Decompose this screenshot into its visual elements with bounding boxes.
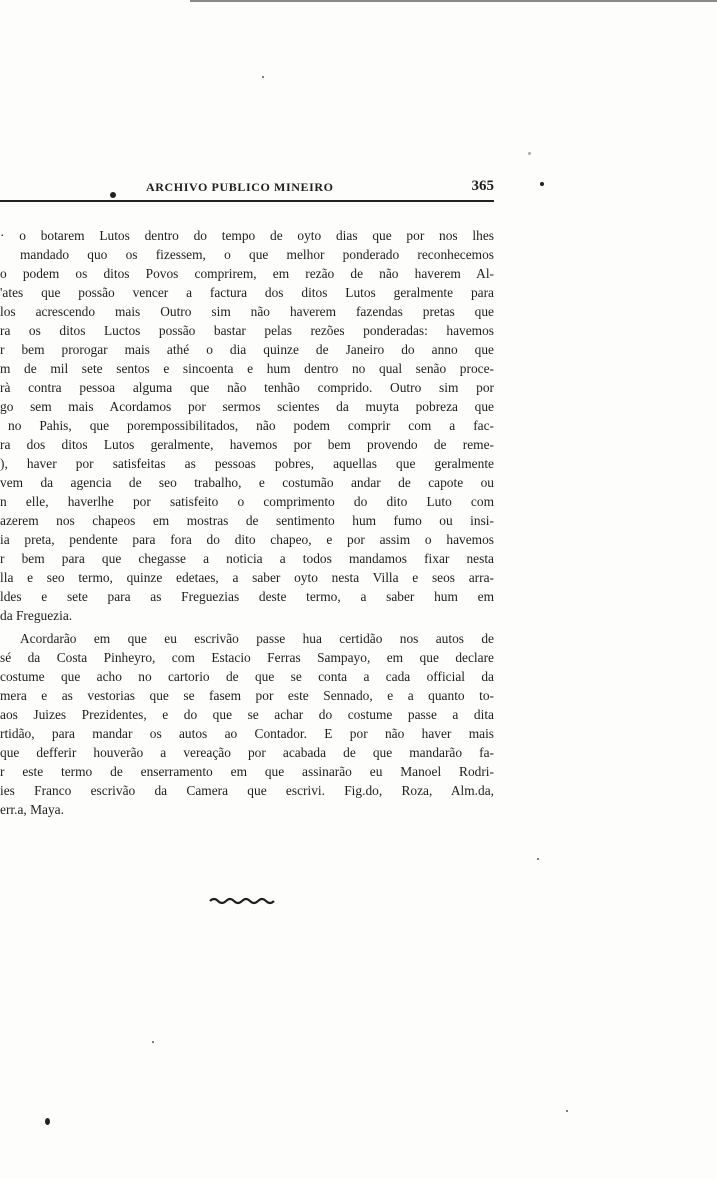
page-number: 365: [471, 178, 494, 194]
text-line: no Pahis, que porempossibilitados, não podem comprir com a fac-: [8, 418, 494, 433]
text-line: ra dos ditos Lutos geralmente, havemos por bem provendo de reme-: [0, 437, 494, 452]
running-header: [0, 178, 502, 204]
text-line: err.a, Maya.: [0, 802, 64, 817]
text-line: que defferir houverão a vereação por acabada de que mandarão fa-: [0, 745, 494, 760]
paper-speck: [262, 76, 264, 78]
text-line: 'ates que possão vencer a factura dos ditos Lutos geralmente para: [0, 285, 494, 300]
text-line: da Freguezia.: [0, 608, 73, 623]
text-line: los acrescendo mais Outro sim não haverem fazendas pretas que: [0, 304, 494, 319]
text-line: go sem mais Acordamos por sermos scientes da muyta pobreza que: [0, 399, 494, 414]
header-rule: [0, 200, 494, 202]
text-line: m de mil sete sentos e sincoenta e hum dentro no qual senão proce-: [0, 361, 494, 376]
text-line: rà contra pessoa alguma que não tenhão comprido. Outro sim por: [0, 380, 494, 395]
text-line: r bem prorogar mais athé o dia quinze de Janeiro do anno que: [0, 342, 494, 357]
text-line: Acordarão em que eu escrivão passe hua certidão nos autos de: [20, 631, 494, 646]
text-line: vem da agencia de seo trabalho, e costumão andar de capote ou: [0, 475, 494, 490]
text-line: sé da Costa Pinheyro, com Estacio Ferras Sampayo, em que declare: [0, 650, 494, 665]
wavy-ornament: [208, 896, 278, 906]
paper-speck: [566, 1110, 568, 1112]
text-line: lla e seo termo, quinze edetaes, a saber oyto nesta Villa e seos arra-: [0, 570, 494, 585]
text-line: ies Franco escrivão da Camera que escrivi. Fig.do, Roza, Alm.da,: [0, 783, 494, 798]
text-line: mandado quo os fizessem, o que melhor ponderado reconhecemos: [20, 247, 494, 262]
paper-speck: [528, 152, 531, 155]
text-line: · o botarem Lutos dentro do tempo de oyto dias que por nos lhes: [0, 228, 494, 243]
running-header-title: ARCHIVO PUBLICO MINEIRO: [146, 180, 334, 194]
paper-speck: [537, 858, 539, 860]
top-edge-rule: [190, 0, 717, 2]
text-line: ), haver por satisfeitas as pessoas pobres, aquellas que geralmente: [0, 456, 494, 471]
text-line: azerem nos chapeos em mostras de sentimento hum fumo ou insi-: [0, 513, 494, 528]
text-line: o podem os ditos Povos comprirem, em rezão de não haverem Al-: [0, 266, 494, 281]
paper-speck: [152, 1041, 154, 1043]
text-line: r bem para que chegasse a noticia a todos mandamos fixar nesta: [0, 551, 494, 566]
margin-dot: [540, 182, 544, 186]
text-line: r este termo de enserramento em que assinarão eu Manoel Rodri-: [0, 764, 494, 779]
text-line: ra os ditos Luctos possão bastar pelas rezões ponderadas: havemos: [0, 323, 494, 338]
text-line: n elle, haverlhe por satisfeito o comprimento do dito Luto com: [0, 494, 494, 509]
text-line: rtidão, para mandar os autos ao Contador. E por não haver mais: [0, 726, 494, 741]
text-line: costume que acho no cartorio de que se conta a cada official da: [0, 669, 494, 684]
text-line: ia preta, pendente para fora do dito chapeo, e por assim o havemos: [0, 532, 494, 547]
text-line: mera e as vestorias que se fasem por este Sennado, e a quanto to-: [0, 688, 494, 703]
body-text: [0, 226, 494, 819]
text-line: ldes e sete para as Freguezias deste termo, a saber hum em: [0, 589, 494, 604]
text-line: aos Juizes Prezidentes, e do que se achar do costume passe a dita: [0, 707, 494, 722]
bottom-left-mark: [45, 1118, 50, 1125]
